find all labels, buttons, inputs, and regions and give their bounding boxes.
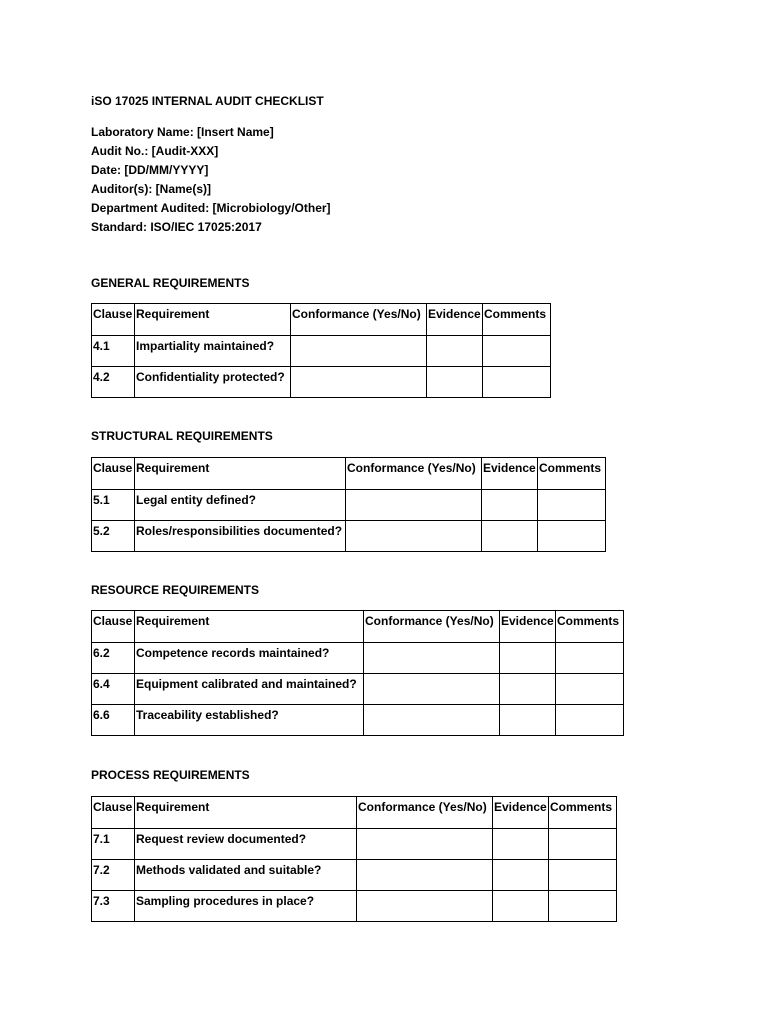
comments-cell[interactable] xyxy=(549,860,617,891)
table-header-row xyxy=(92,611,624,643)
requirement-cell: Methods validated and suitable? xyxy=(135,860,357,891)
conformance-cell[interactable] xyxy=(364,643,500,674)
laboratory-name: Laboratory Name: [Insert Name] xyxy=(91,125,274,139)
section-heading-process: PROCESS REQUIREMENTS xyxy=(91,768,250,782)
clause-cell: 5.2 xyxy=(92,521,135,552)
conformance-cell[interactable] xyxy=(364,705,500,736)
evidence-cell[interactable] xyxy=(482,490,538,521)
clause-cell: 6.4 xyxy=(92,674,135,705)
clause-cell: 4.1 xyxy=(92,336,135,367)
audit-info xyxy=(91,123,331,237)
conformance-cell[interactable] xyxy=(357,860,493,891)
evidence-cell[interactable] xyxy=(500,674,556,705)
conformance-cell[interactable] xyxy=(291,336,427,367)
audit-number: Audit No.: [Audit-XXX] xyxy=(91,144,219,158)
comments-cell[interactable] xyxy=(549,829,617,860)
comments-cell[interactable] xyxy=(538,521,606,552)
column-header-comments: Comments xyxy=(483,304,551,336)
column-header-evidence: Evidence xyxy=(482,458,538,490)
requirement-cell: Competence records maintained? xyxy=(135,643,364,674)
table-header-row xyxy=(92,304,551,336)
table-row xyxy=(92,643,624,674)
column-header-comments: Comments xyxy=(538,458,606,490)
clause-cell: 7.2 xyxy=(92,860,135,891)
column-header-conformance: Conformance (Yes/No) xyxy=(357,797,493,829)
requirement-cell: Request review documented? xyxy=(135,829,357,860)
column-header-evidence: Evidence xyxy=(427,304,483,336)
column-header-requirement: Requirement xyxy=(135,797,357,829)
comments-cell[interactable] xyxy=(556,643,624,674)
column-header-requirement: Requirement xyxy=(135,304,291,336)
column-header-requirement: Requirement xyxy=(135,458,346,490)
checklist-table-process xyxy=(91,796,617,922)
evidence-cell[interactable] xyxy=(427,367,483,398)
conformance-cell[interactable] xyxy=(346,490,482,521)
clause-cell: 5.1 xyxy=(92,490,135,521)
column-header-clause: Clause xyxy=(92,797,135,829)
comments-cell[interactable] xyxy=(556,705,624,736)
checklist-table-resource xyxy=(91,610,624,736)
standard: Standard: ISO/IEC 17025:2017 xyxy=(91,220,262,234)
table-header-row xyxy=(92,797,617,829)
evidence-cell[interactable] xyxy=(500,705,556,736)
requirement-cell: Sampling procedures in place? xyxy=(135,891,357,922)
table-row xyxy=(92,891,617,922)
column-header-requirement: Requirement xyxy=(135,611,364,643)
column-header-evidence: Evidence xyxy=(493,797,549,829)
column-header-conformance: Conformance (Yes/No) xyxy=(291,304,427,336)
conformance-cell[interactable] xyxy=(364,674,500,705)
table-row xyxy=(92,490,606,521)
clause-cell: 4.2 xyxy=(92,367,135,398)
section-heading-resource: RESOURCE REQUIREMENTS xyxy=(91,583,260,597)
conformance-cell[interactable] xyxy=(357,891,493,922)
checklist-table-structural xyxy=(91,457,606,552)
conformance-cell[interactable] xyxy=(291,367,427,398)
clause-cell: 7.3 xyxy=(92,891,135,922)
column-header-evidence: Evidence xyxy=(500,611,556,643)
evidence-cell[interactable] xyxy=(427,336,483,367)
section-heading-structural: STRUCTURAL REQUIREMENTS xyxy=(91,429,273,443)
table-row xyxy=(92,367,551,398)
requirement-cell: Traceability established? xyxy=(135,705,364,736)
table-header-row xyxy=(92,458,606,490)
checklist-table-general xyxy=(91,303,551,398)
conformance-cell[interactable] xyxy=(346,521,482,552)
table-row xyxy=(92,829,617,860)
evidence-cell[interactable] xyxy=(493,891,549,922)
comments-cell[interactable] xyxy=(556,674,624,705)
evidence-cell[interactable] xyxy=(482,521,538,552)
clause-cell: 6.6 xyxy=(92,705,135,736)
table-row xyxy=(92,860,617,891)
comments-cell[interactable] xyxy=(549,891,617,922)
table-row xyxy=(92,674,624,705)
requirement-cell: Equipment calibrated and maintained? xyxy=(135,674,364,705)
comments-cell[interactable] xyxy=(483,336,551,367)
column-header-conformance: Conformance (Yes/No) xyxy=(346,458,482,490)
column-header-clause: Clause xyxy=(92,304,135,336)
clause-cell: 7.1 xyxy=(92,829,135,860)
table-row xyxy=(92,336,551,367)
column-header-clause: Clause xyxy=(92,611,135,643)
evidence-cell[interactable] xyxy=(493,829,549,860)
column-header-conformance: Conformance (Yes/No) xyxy=(364,611,500,643)
column-header-comments: Comments xyxy=(556,611,624,643)
table-row xyxy=(92,521,606,552)
comments-cell[interactable] xyxy=(483,367,551,398)
requirement-cell: Confidentiality protected? xyxy=(135,367,291,398)
clause-cell: 6.2 xyxy=(92,643,135,674)
table-row xyxy=(92,705,624,736)
column-header-comments: Comments xyxy=(549,797,617,829)
requirement-cell: Impartiality maintained? xyxy=(135,336,291,367)
conformance-cell[interactable] xyxy=(357,829,493,860)
requirement-cell: Roles/responsibilities documented? xyxy=(135,521,346,552)
section-heading-general: GENERAL REQUIREMENTS xyxy=(91,276,250,290)
column-header-clause: Clause xyxy=(92,458,135,490)
evidence-cell[interactable] xyxy=(493,860,549,891)
auditors: Auditor(s): [Name(s)] xyxy=(91,182,211,196)
document-title: iSO 17025 INTERNAL AUDIT CHECKLIST xyxy=(91,94,324,108)
comments-cell[interactable] xyxy=(538,490,606,521)
requirement-cell: Legal entity defined? xyxy=(135,490,346,521)
evidence-cell[interactable] xyxy=(500,643,556,674)
department-audited: Department Audited: [Microbiology/Other] xyxy=(91,201,331,215)
audit-date: Date: [DD/MM/YYYY] xyxy=(91,163,209,177)
